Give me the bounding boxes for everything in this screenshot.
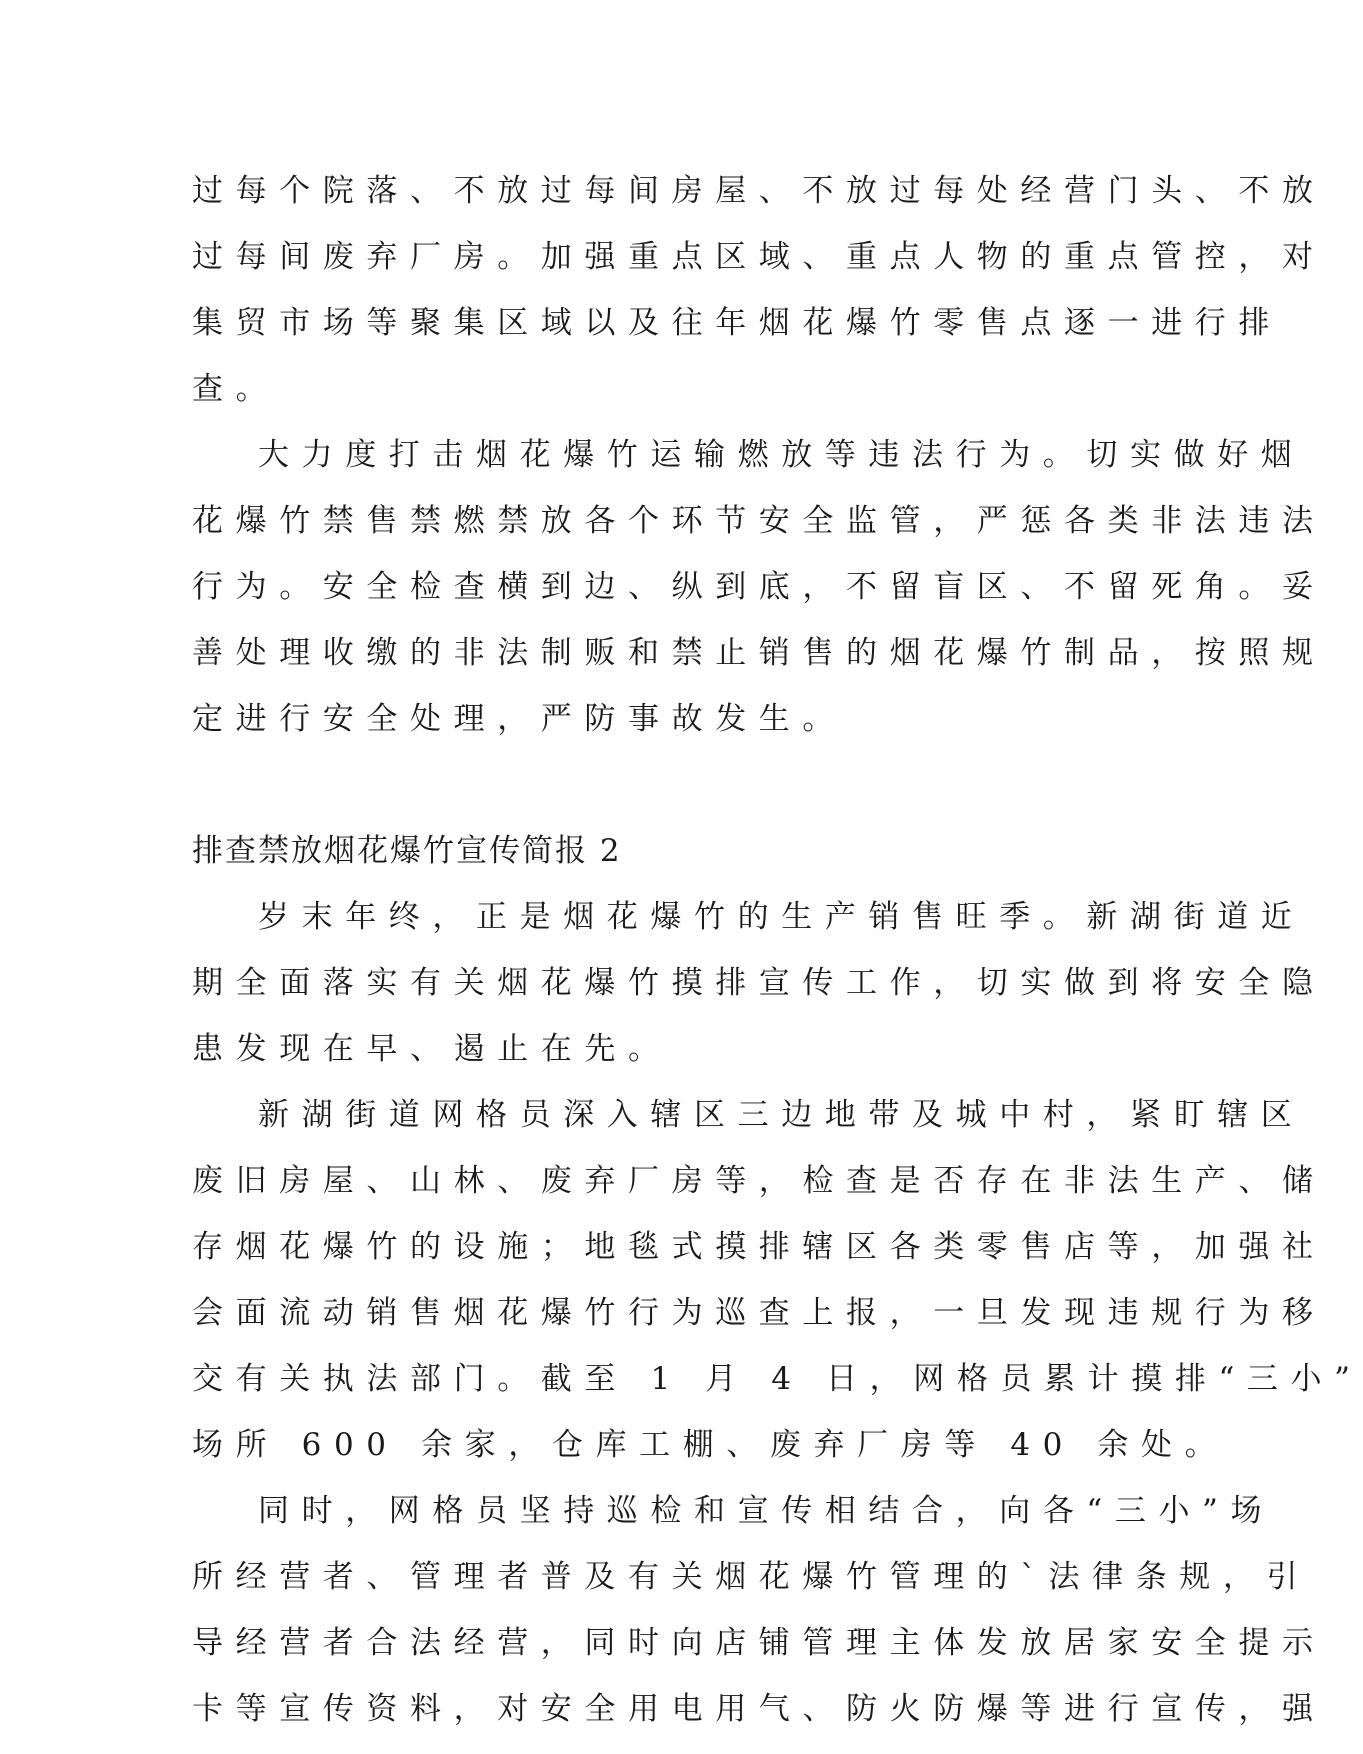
text-line: 善处理收缴的非法制贩和禁止销售的烟花爆竹制品，按照规 [192,635,1326,671]
text-line: 大力度打击烟花爆竹运输燃放等违法行为。切实做好烟 [258,437,1305,473]
text-line: 同时，网格员坚持巡检和宣传相结合，向各“三小”场 [258,1493,1275,1529]
text-line: 场所 600 余家，仓库工棚、废弃厂房等 40 余处。 [192,1427,1229,1463]
section-heading: 排查禁放烟花爆竹宣传简报 2 [192,833,622,869]
text-line: 会面流动销售烟花爆竹行为巡查上报，一旦发现违规行为移 [192,1295,1326,1331]
paragraph-5 [192,1478,1326,1742]
document-page [192,158,1363,1742]
text-line: 废旧房屋、山林、废弃厂房等，检查是否存在非法生产、储 [192,1163,1326,1199]
text-line: 存烟花爆竹的设施；地毯式摸排辖区各类零售店等，加强社 [192,1229,1326,1265]
paragraph-2 [192,422,1326,752]
text-line: 新湖街道网格员深入辖区三边地带及城中村，紧盯辖区 [258,1097,1305,1133]
section-gap [192,752,1052,818]
text-line: 花爆竹禁售禁燃禁放各个环节安全监管，严惩各类非法违法 [192,503,1326,539]
text-line: 定进行安全处理，严防事故发生。 [192,701,846,737]
text-line: 导经营者合法经营，同时向店铺管理主体发放居家安全提示 [192,1625,1326,1661]
text-line: 卡等宣传资料，对安全用电用气、防火防爆等进行宣传，强 [192,1691,1326,1727]
text-line: 过每个院落、不放过每间房屋、不放过每处经营门头、不放 [192,173,1326,209]
text-line: 查。 [192,371,280,407]
text-line: 交有关执法部门。截至 1 月 4 日，网格员累计摸排“三小” [192,1361,1363,1397]
paragraph-3 [192,884,1326,1082]
text-line: 集贸市场等聚集区域以及往年烟花爆竹零售点逐一进行排 [192,305,1282,341]
text-line: 患发现在早、遏止在先。 [192,1031,672,1067]
text-line: 岁末年终，正是烟花爆竹的生产销售旺季。新湖街道近 [258,899,1305,935]
text-line: 所经营者、管理者普及有关烟花爆竹管理的`法律条规，引 [192,1559,1311,1595]
paragraph-1 [192,158,1326,422]
text-line: 期全面落实有关烟花爆竹摸排宣传工作，切实做到将安全隐 [192,965,1326,1001]
text-line: 行为。安全检查横到边、纵到底，不留盲区、不留死角。妥 [192,569,1326,605]
text-line: 过每间废弃厂房。加强重点区域、重点人物的重点管控，对 [192,239,1326,275]
paragraph-4 [192,1082,1363,1478]
